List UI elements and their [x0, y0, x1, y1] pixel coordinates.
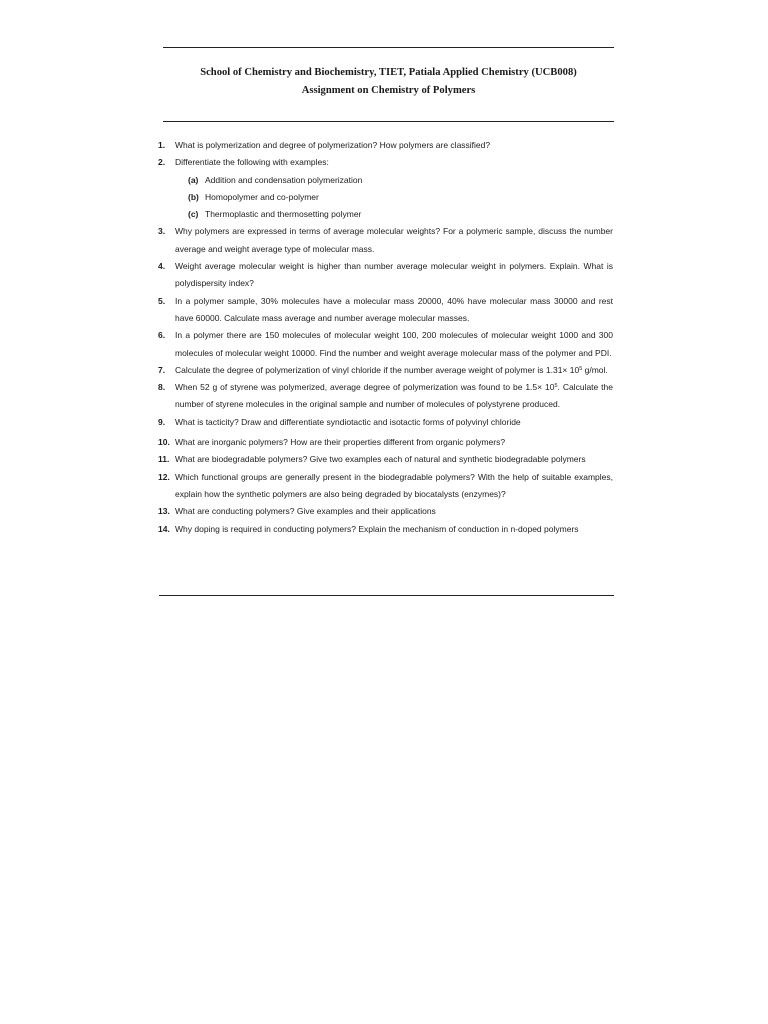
- question-text: What is tacticity? Draw and differentiate syndiotactic and isotactic forms of polyvinyl chloride: [175, 416, 521, 427]
- sub-question-text: Homopolymer and co-polymer: [205, 191, 319, 202]
- question-number: 14.: [158, 523, 170, 534]
- sub-question-text: Thermoplastic and thermosetting polymer: [205, 209, 362, 220]
- question-number: 10.: [158, 437, 170, 448]
- question-item: [158, 521, 613, 538]
- question-number: 7.: [158, 364, 166, 375]
- question-text: Which functional groups are generally present in the biodegradable polymers? With the help of suitable examples, explain how the synthetic polymers are also being degraded by biocatalysts (enzymes)?: [175, 471, 613, 499]
- question-item: [158, 434, 613, 451]
- question-text: What are inorganic polymers? How are their properties different from organic polymers?: [175, 437, 506, 448]
- question-item: [158, 223, 613, 258]
- question-item: [158, 414, 613, 431]
- header-rule: [163, 121, 614, 122]
- question-item: [158, 154, 613, 171]
- question-item: [158, 503, 613, 520]
- question-number: 11.: [158, 454, 170, 465]
- question-item: [158, 469, 613, 504]
- sub-question-label: (b): [188, 191, 199, 202]
- question-text: What is polymerization and degree of polymerization? How polymers are classified?: [175, 140, 491, 150]
- sub-question-item: [158, 172, 613, 189]
- question-item: [158, 293, 613, 328]
- superscript-exponent: 5: [579, 365, 583, 372]
- question-number: 2.: [158, 157, 166, 168]
- question-text: In a polymer there are 150 molecules of molecular weight 100, 200 molecules of molecular weight 1000 and 300 molecules of molecular weight 10000. Find the number and weight average molecular mass of the polymer and PDI.: [175, 330, 613, 358]
- question-item: [158, 137, 613, 154]
- question-text: What are biodegradable polymers? Give two examples each of natural and synthetic biodegradable polymers: [175, 454, 586, 465]
- question-number: 1.: [158, 140, 166, 150]
- superscript-exponent: 5: [554, 383, 558, 390]
- question-list: [158, 137, 613, 538]
- bottom-rule: [159, 595, 614, 596]
- question-text: Weight average molecular weight is higher than number average molecular weight in polymers. Explain. What is polydispersity index?: [175, 261, 613, 289]
- question-number: 12.: [158, 471, 170, 482]
- question-number: 6.: [158, 330, 166, 341]
- question-number: 3.: [158, 226, 166, 237]
- question-number: 4.: [158, 261, 166, 272]
- sub-question-text: Addition and condensation polymerization: [205, 174, 363, 185]
- question-number: 5.: [158, 295, 166, 306]
- question-text-tail: g/mol.: [582, 364, 608, 375]
- question-number: 8.: [158, 382, 166, 393]
- question-text-tail: . Calculate the number of styrene molecules in the original sample and number of molecules of polystyrene produced.: [175, 382, 613, 410]
- sub-question-item: [158, 189, 613, 206]
- question-text: Differentiate the following with examples:: [175, 157, 329, 168]
- question-text: What are conducting polymers? Give examples and their applications: [175, 506, 436, 517]
- sub-question-item: [158, 206, 613, 223]
- assignment-title: Assignment on Chemistry of Polymers: [301, 85, 476, 96]
- question-item: [158, 327, 613, 362]
- document-header: [163, 64, 614, 100]
- header-title: School of Chemistry and Biochemistry, TIET, Patiala Applied Chemistry (UCB008): [200, 67, 577, 78]
- sub-question-label: (c): [188, 209, 199, 220]
- question-text: Calculate the degree of polymerization of vinyl chloride if the number average weight of polymer is 1.31× 10: [175, 364, 580, 375]
- top-rule: [163, 47, 614, 48]
- question-item: [158, 451, 613, 468]
- question-text: In a polymer sample, 30% molecules have a molecular mass 20000, 40% have molecular mass 30000 and rest have 60000. Calculate mass average and number average molecular masses.: [175, 295, 613, 323]
- question-text: Why polymers are expressed in terms of average molecular weights? For a polymeric sample, discuss the number average and weight average type of molecular mass.: [175, 226, 613, 254]
- question-text: When 52 g of styrene was polymerized, average degree of polymerization was found to be 1.5× 10: [175, 382, 555, 393]
- question-text: Why doping is required in conducting polymers? Explain the mechanism of conduction in n-doped polymers: [175, 523, 579, 534]
- question-item: [158, 362, 613, 379]
- question-number: 9.: [158, 416, 166, 427]
- sub-question-label: (a): [188, 174, 199, 185]
- question-number: 13.: [158, 506, 170, 517]
- question-item: [158, 379, 613, 414]
- question-item: [158, 258, 613, 293]
